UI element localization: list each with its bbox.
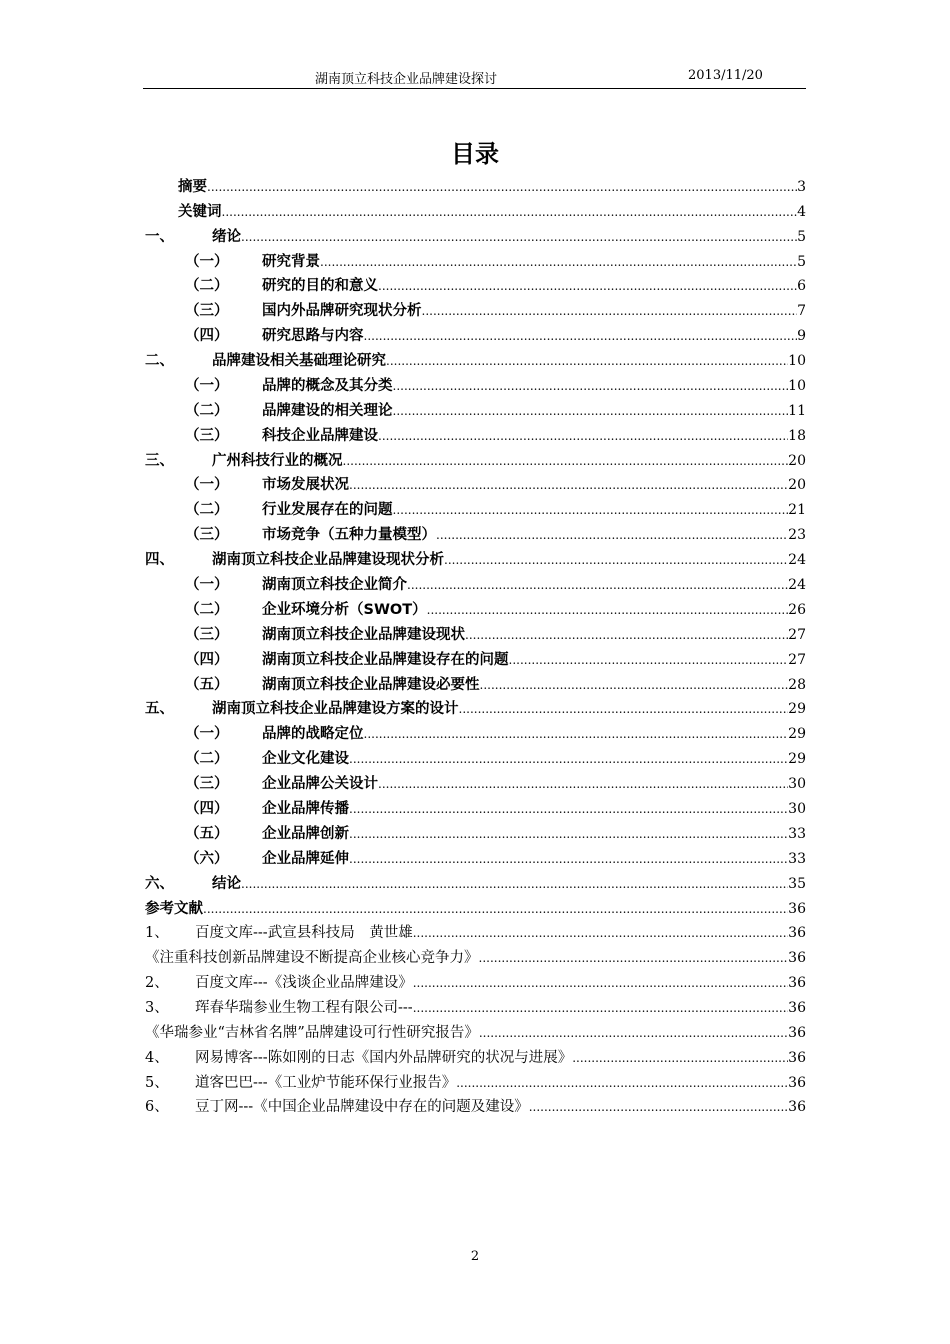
- toc-entry-number: （二）: [185, 278, 229, 294]
- toc-entry-title: 摘要: [178, 179, 207, 195]
- toc-entry-page: 36: [788, 975, 806, 991]
- toc-entry-title: 品牌的战略定位: [262, 726, 364, 742]
- dot-leader: [320, 255, 797, 269]
- toc-entry[interactable]: [145, 1046, 806, 1068]
- toc-entry-title: 百度文库---《浅谈企业品牌建设》: [195, 975, 413, 991]
- dot-leader: [459, 702, 789, 716]
- toc-entry-page: 9: [797, 328, 806, 344]
- toc-entry-title: 企业品牌创新: [262, 826, 349, 842]
- toc-entry[interactable]: [178, 200, 806, 222]
- toc-entry[interactable]: [185, 847, 806, 869]
- toc-entry-number: （一）: [185, 254, 229, 270]
- toc-entry-title: 湖南顶立科技企业简介: [262, 577, 407, 593]
- toc-entry-page: 6: [797, 278, 806, 294]
- toc-entry-title: 湖南顶立科技企业品牌建设方案的设计: [212, 701, 459, 717]
- toc-entry-title: 网易博客---陈如刚的日志《国内外品牌研究的状况与进展》: [195, 1050, 573, 1066]
- toc-entry-title: 道客巴巴---《工业炉节能环保行业报告》: [195, 1075, 457, 1091]
- toc-entry-title: 企业文化建设: [262, 751, 349, 767]
- toc-entry-page: 29: [788, 751, 806, 767]
- toc-entry[interactable]: [185, 250, 806, 272]
- dot-leader: [479, 1026, 788, 1040]
- toc-entry-number: （二）: [185, 602, 229, 618]
- dot-leader: [203, 902, 788, 916]
- toc-entry[interactable]: [185, 772, 806, 794]
- dot-leader: [572, 1051, 788, 1065]
- toc-entry[interactable]: [185, 424, 806, 446]
- dot-leader: [479, 951, 789, 965]
- toc-entry[interactable]: [145, 697, 806, 719]
- toc-entry-number: （二）: [185, 751, 229, 767]
- dot-leader: [343, 454, 789, 468]
- toc-entry[interactable]: [145, 872, 806, 894]
- dot-leader: [413, 926, 788, 940]
- toc-entry[interactable]: [145, 449, 806, 471]
- toc-entry[interactable]: [145, 946, 806, 968]
- dot-leader: [413, 976, 788, 990]
- toc-entry-title: 关键词: [178, 204, 222, 220]
- toc-entry-number: 四、: [145, 552, 174, 568]
- dot-leader: [241, 230, 797, 244]
- toc-entry-page: 35: [788, 876, 806, 892]
- toc-entry-title: 国内外品牌研究现状分析: [262, 303, 422, 319]
- toc-entry-title: 科技企业品牌建设: [262, 428, 378, 444]
- toc-entry-page: 30: [788, 776, 806, 792]
- toc-entry-page: 20: [788, 477, 806, 493]
- toc-entry-title: 品牌的概念及其分类: [262, 378, 393, 394]
- toc-entry-page: 27: [788, 627, 806, 643]
- dot-leader: [456, 1076, 788, 1090]
- toc-entry-title: 研究的目的和意义: [262, 278, 378, 294]
- toc-entry[interactable]: [185, 573, 806, 595]
- dot-leader: [436, 528, 788, 542]
- toc-entry-number: 二、: [145, 353, 174, 369]
- toc-entry[interactable]: [185, 498, 806, 520]
- toc-entry-page: 10: [788, 353, 806, 369]
- toc-entry-page: 36: [788, 925, 806, 941]
- dot-leader: [509, 653, 789, 667]
- toc-entry-number: （三）: [185, 627, 229, 643]
- toc-entry-title: 湖南顶立科技企业品牌建设必要性: [262, 677, 480, 693]
- toc-entry[interactable]: [145, 225, 806, 247]
- toc-entry-number: 五、: [145, 701, 174, 717]
- toc-entry-title: 珲春华瑞参业生物工程有限公司---: [195, 1000, 413, 1016]
- toc-entry-number: （一）: [185, 378, 229, 394]
- toc-entry-number: （三）: [185, 428, 229, 444]
- dot-leader: [349, 478, 788, 492]
- dot-leader: [393, 503, 789, 517]
- toc-entry[interactable]: [185, 673, 806, 695]
- toc-entry[interactable]: [185, 747, 806, 769]
- toc-entry-page: 28: [788, 677, 806, 693]
- page-header: [143, 66, 806, 89]
- toc-entry-title: 企业品牌公关设计: [262, 776, 378, 792]
- toc-entry-number: （三）: [185, 527, 229, 543]
- toc-entry[interactable]: [145, 349, 806, 371]
- toc-entry[interactable]: [185, 399, 806, 421]
- toc-entry-number: （四）: [185, 328, 229, 344]
- dot-leader: [364, 329, 798, 343]
- toc-entry-title: 企业品牌传播: [262, 801, 349, 817]
- header-date: 2013/11/20: [688, 68, 763, 83]
- toc-entry-title: 绪论: [212, 229, 241, 245]
- toc-entry-number: （四）: [185, 801, 229, 817]
- toc-entry[interactable]: [185, 473, 806, 495]
- toc-entry-page: 36: [788, 1075, 806, 1091]
- dot-leader: [413, 1001, 788, 1015]
- dot-leader: [465, 628, 788, 642]
- toc-entry[interactable]: [185, 623, 806, 645]
- toc-entry-title: 《注重科技创新品牌建设不断提高企业核心竞争力》: [145, 950, 479, 966]
- toc-entry-page: 10: [788, 378, 806, 394]
- dot-leader: [349, 827, 788, 841]
- toc-entry-number: 3、: [145, 1000, 169, 1016]
- dot-leader: [349, 802, 788, 816]
- toc-entry[interactable]: [178, 175, 806, 197]
- toc-entry-number: 1、: [145, 925, 169, 941]
- dot-leader: [241, 877, 788, 891]
- toc-entry[interactable]: [145, 1071, 806, 1093]
- dot-leader: [378, 429, 788, 443]
- toc-entry-page: 36: [788, 1000, 806, 1016]
- toc-entry-number: （一）: [185, 477, 229, 493]
- toc-entry-number: 5、: [145, 1075, 169, 1091]
- dot-leader: [393, 404, 789, 418]
- toc-entry-page: 5: [797, 229, 806, 245]
- toc-entry-number: （三）: [185, 776, 229, 792]
- toc-entry-title: 市场发展状况: [262, 477, 349, 493]
- toc-entry-title: 品牌建设的相关理论: [262, 403, 393, 419]
- toc-entry[interactable]: [185, 797, 806, 819]
- dot-leader: [378, 777, 788, 791]
- toc-entry[interactable]: [185, 822, 806, 844]
- toc-entry-title: 企业环境分析（SWOT）: [262, 602, 427, 618]
- toc-entry[interactable]: [145, 548, 806, 570]
- toc-entry-page: 36: [788, 901, 806, 917]
- toc-entry-page: 33: [788, 851, 806, 867]
- toc-entry-title: 企业品牌延伸: [262, 851, 349, 867]
- toc-entry-title: 湖南顶立科技企业品牌建设存在的问题: [262, 652, 509, 668]
- toc-entry-number: （六）: [185, 851, 229, 867]
- toc-entry-page: 33: [788, 826, 806, 842]
- toc-entry-title: 广州科技行业的概况: [212, 453, 343, 469]
- dot-leader: [407, 578, 788, 592]
- toc-entry-page: 26: [788, 602, 806, 618]
- toc-entry-page: 29: [788, 701, 806, 717]
- toc-entry-page: 36: [788, 1025, 806, 1041]
- toc-entry[interactable]: [145, 1095, 806, 1117]
- dot-leader: [422, 304, 798, 318]
- dot-leader: [207, 180, 797, 194]
- toc-entry[interactable]: [185, 299, 806, 321]
- toc-entry-page: 30: [788, 801, 806, 817]
- dot-leader: [480, 678, 789, 692]
- toc-entry-page: 4: [797, 204, 806, 220]
- toc-entry[interactable]: [185, 722, 806, 744]
- toc-entry[interactable]: [185, 274, 806, 296]
- toc-entry-number: （三）: [185, 303, 229, 319]
- toc-entry-title: 行业发展存在的问题: [262, 502, 393, 518]
- toc-entry-page: 27: [788, 652, 806, 668]
- toc-entry-title: 研究思路与内容: [262, 328, 364, 344]
- toc-entry[interactable]: [185, 523, 806, 545]
- dot-leader: [386, 354, 788, 368]
- toc-entry-title: 参考文献: [145, 901, 203, 917]
- toc-entry-page: 11: [788, 403, 806, 419]
- toc-entry[interactable]: [145, 996, 806, 1018]
- toc-entry-page: 7: [797, 303, 806, 319]
- toc-entry[interactable]: [185, 648, 806, 670]
- dot-leader: [529, 1100, 788, 1114]
- toc-entry-title: 湖南顶立科技企业品牌建设现状: [262, 627, 465, 643]
- toc-entry-title: 市场竞争（五种力量模型）: [262, 527, 436, 543]
- toc-entry-title: 湖南顶立科技企业品牌建设现状分析: [212, 552, 444, 568]
- toc-entry-page: 36: [788, 1050, 806, 1066]
- dot-leader: [222, 205, 798, 219]
- toc-entry-title: 品牌建设相关基础理论研究: [212, 353, 386, 369]
- toc-entry-number: （五）: [185, 826, 229, 842]
- toc-entry[interactable]: [185, 374, 806, 396]
- toc-entry[interactable]: [185, 324, 806, 346]
- toc-entry[interactable]: [185, 598, 806, 620]
- dot-leader: [378, 279, 797, 293]
- toc-entry-title: 研究背景: [262, 254, 320, 270]
- toc-entry-number: （二）: [185, 403, 229, 419]
- toc-entry-page: 20: [788, 453, 806, 469]
- page-number: 2: [470, 1249, 480, 1264]
- toc-entry-number: （二）: [185, 502, 229, 518]
- toc-entry-page: 3: [797, 179, 806, 195]
- toc-entry-page: 21: [788, 502, 806, 518]
- toc-entry-page: 18: [788, 428, 806, 444]
- toc-entry-page: 29: [788, 726, 806, 742]
- toc-entry[interactable]: [145, 897, 806, 919]
- toc-entry-number: 一、: [145, 229, 174, 245]
- toc-entry[interactable]: [145, 971, 806, 993]
- toc-entry-number: 4、: [145, 1050, 169, 1066]
- toc-entry-title: 《华瑞参业“吉林省名牌”品牌建设可行性研究报告》: [145, 1025, 479, 1041]
- toc-entry-page: 24: [788, 552, 806, 568]
- toc-entry-number: 6、: [145, 1099, 169, 1115]
- dot-leader: [364, 727, 789, 741]
- dot-leader: [349, 752, 788, 766]
- toc-entry-title: 结论: [212, 876, 241, 892]
- header-title: 湖南顶立科技企业品牌建设探讨: [315, 72, 498, 87]
- toc-entry-title: 豆丁网---《中国企业品牌建设中存在的问题及建设》: [195, 1099, 529, 1115]
- toc-entry[interactable]: [145, 1021, 806, 1043]
- dot-leader: [393, 379, 789, 393]
- toc-entry-page: 24: [788, 577, 806, 593]
- toc-title: 目录: [451, 140, 499, 168]
- toc-entry-number: 六、: [145, 876, 174, 892]
- toc-entry-number: （五）: [185, 677, 229, 693]
- toc-entry-page: 23: [788, 527, 806, 543]
- dot-leader: [444, 553, 788, 567]
- toc-entry-number: （一）: [185, 577, 229, 593]
- toc-entry-number: （一）: [185, 726, 229, 742]
- toc-entry-number: 三、: [145, 453, 174, 469]
- toc-entry-number: （四）: [185, 652, 229, 668]
- toc-entry-number: 2、: [145, 975, 169, 991]
- toc-entry[interactable]: [145, 921, 806, 943]
- toc-entry-title: 百度文库---武宣县科技局 黄世雄: [195, 925, 413, 941]
- dot-leader: [349, 852, 788, 866]
- toc-entry-page: 5: [797, 254, 806, 270]
- toc-entry-page: 36: [788, 950, 806, 966]
- dot-leader: [427, 603, 789, 617]
- toc-entry-page: 36: [788, 1099, 806, 1115]
